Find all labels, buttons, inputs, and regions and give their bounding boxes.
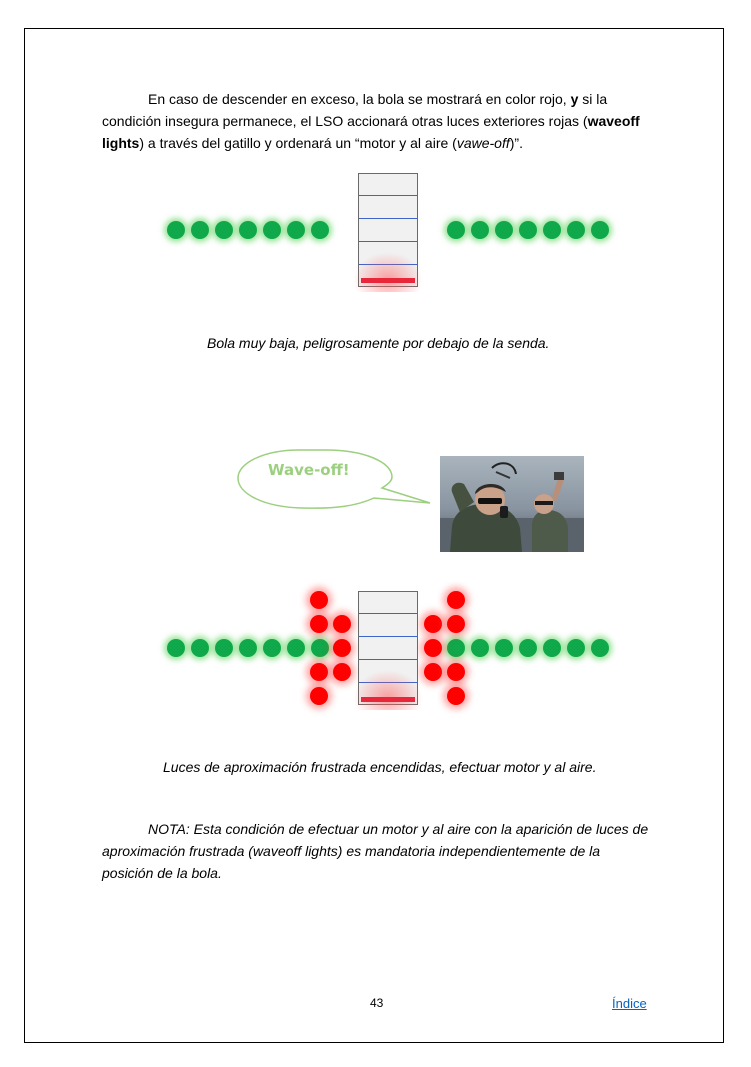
lens-cell-line (359, 636, 417, 637)
red-ball-glow (353, 252, 423, 292)
green-light (543, 639, 561, 657)
green-light (215, 639, 233, 657)
green-light (447, 221, 465, 239)
note-paragraph (102, 818, 650, 884)
lens-cell-line (359, 659, 417, 660)
green-light (263, 221, 281, 239)
intro-text-3: ) a través del gatillo y ordenará un “motor y al aire ( (139, 135, 457, 151)
speech-bubble (236, 448, 436, 518)
green-light (215, 221, 233, 239)
green-light (311, 639, 329, 657)
intro-bold-waveoff: waveoff lights (102, 113, 640, 151)
green-light (263, 639, 281, 657)
index-link[interactable]: Índice (612, 996, 647, 1011)
green-light (239, 221, 257, 239)
green-light (495, 639, 513, 657)
green-light (519, 639, 537, 657)
waveoff-light (424, 663, 442, 681)
datum-lights-right (447, 639, 609, 657)
green-light (567, 639, 585, 657)
green-light (191, 639, 209, 657)
datum-lights-left (167, 221, 329, 239)
datum-lights-left (167, 639, 329, 657)
waveoff-light (447, 591, 465, 609)
green-light (591, 639, 609, 657)
waveoff-light (447, 687, 465, 705)
waveoff-light (310, 615, 328, 633)
intro-paragraph (102, 88, 647, 154)
waveoff-light (310, 591, 328, 609)
green-light (287, 221, 305, 239)
green-light (543, 221, 561, 239)
intro-text-2: si la condición insegura permanece, el LSO accionará otras luces exteriores rojas ( (102, 91, 608, 129)
lens-cell-line (359, 218, 417, 219)
green-light (567, 221, 585, 239)
green-light (591, 221, 609, 239)
intro-text-4: )”. (509, 135, 523, 151)
lens-cell-line (359, 195, 417, 196)
fresnel-lens-box (358, 173, 418, 287)
lso-officers-photo (440, 456, 584, 552)
green-light (519, 221, 537, 239)
note-text: NOTA: Esta condición de efectuar un motor y al aire con la aparición de luces de aproximación frustrada (waveoff lights) es mandatoria independientemente de la posición de la bola. (102, 821, 649, 881)
green-light (239, 639, 257, 657)
intro-italic-vawe-off: vawe-off (456, 135, 510, 151)
green-light (471, 639, 489, 657)
waveoff-light (424, 639, 442, 657)
fresnel-lens-box (358, 591, 418, 705)
red-ball (361, 697, 415, 702)
intro-bold-y: y (570, 91, 579, 107)
waveoff-light (424, 615, 442, 633)
figure-1-caption: Bola muy baja, peligrosamente por debajo de la senda. (207, 335, 550, 351)
green-light (447, 639, 465, 657)
lens-cell-line (359, 241, 417, 242)
waveoff-light (310, 687, 328, 705)
waveoff-light (333, 663, 351, 681)
waveoff-light (333, 615, 351, 633)
speech-bubble-text: Wave-off! (268, 461, 350, 479)
intro-text-1: En caso de descender en exceso, la bola se mostrará en color rojo, (148, 91, 571, 107)
figure-2-caption: Luces de aproximación frustrada encendidas, efectuar motor y al aire. (163, 759, 597, 775)
red-ball-glow (353, 670, 423, 710)
waveoff-light (333, 639, 351, 657)
page-number: 43 (370, 996, 384, 1010)
waveoff-light (310, 663, 328, 681)
red-ball (361, 278, 415, 283)
green-light (167, 639, 185, 657)
green-light (287, 639, 305, 657)
datum-lights-right (447, 221, 609, 239)
green-light (191, 221, 209, 239)
green-light (311, 221, 329, 239)
green-light (495, 221, 513, 239)
green-light (471, 221, 489, 239)
waveoff-light (447, 663, 465, 681)
waveoff-light (447, 615, 465, 633)
green-light (167, 221, 185, 239)
lens-cell-line (359, 613, 417, 614)
